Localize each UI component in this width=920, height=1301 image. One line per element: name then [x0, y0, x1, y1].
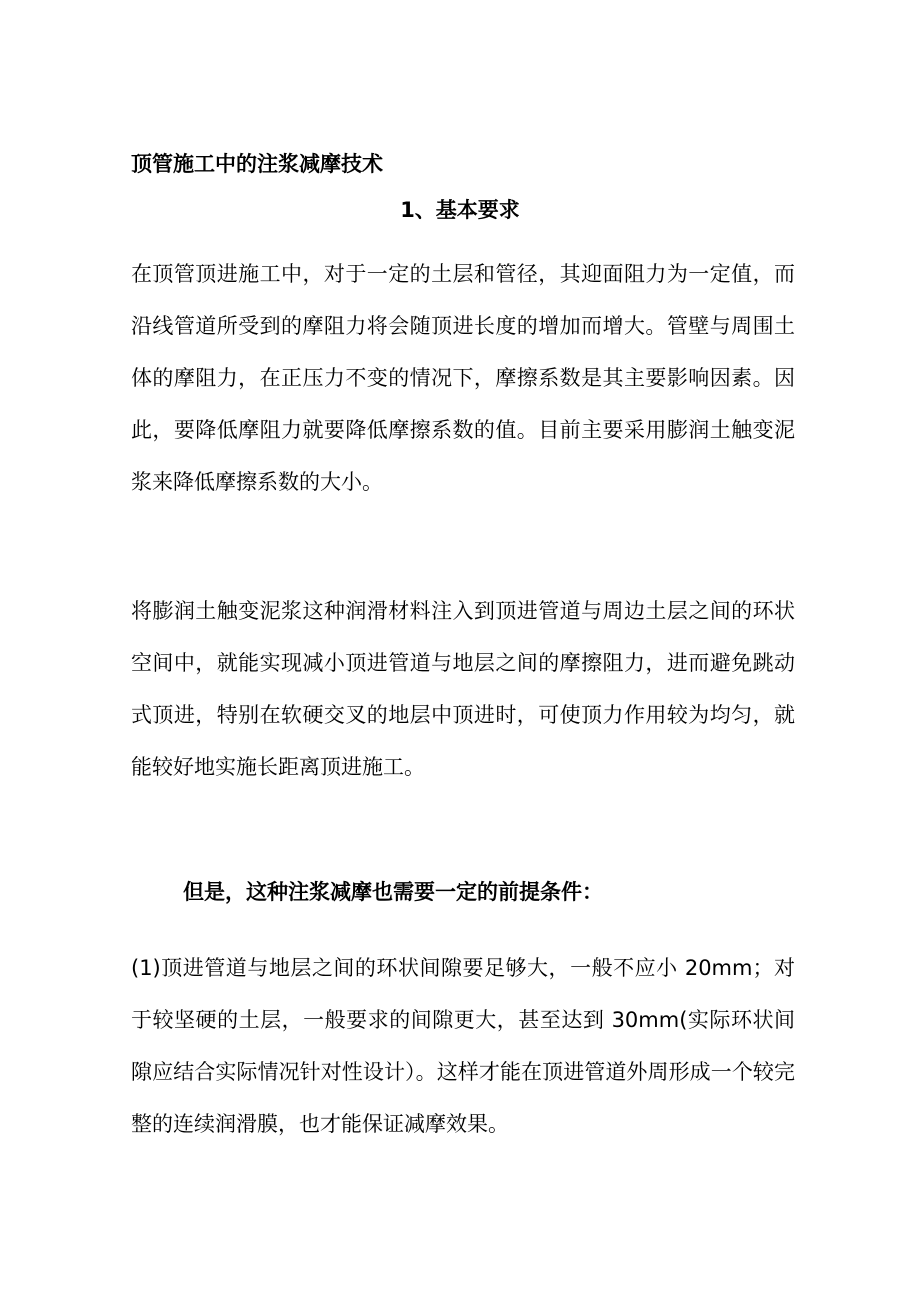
section-heading: 1、基本要求	[400, 198, 520, 222]
document-title: 顶管施工中的注浆减摩技术	[131, 152, 383, 176]
paragraph-2: 将膨润土触变泥浆这种润滑材料注入到顶进管道与周边土层之间的环状空间中，就能实现减小顶进管道与地层之间的摩擦阻力，进而避免跳动式顶进，特别在软硬交叉的地层中顶进时，可使顶力作用较为均匀，就能较好地实施长距离顶进施工。	[131, 599, 795, 779]
paragraph-3: (1)顶进管道与地层之间的环状间隙要足够大，一般不应小 20mm；对于较坚硬的土层，一般要求的间隙更大，甚至达到 30mm(实际环状间隙应结合实际情况针对性设计）。这样才能在顶进管道外周形成一个较完整的连续润滑膜，也才能保证减摩效果。	[131, 956, 795, 1136]
emphasis-line: 但是，这种注浆减摩也需要一定的前提条件：	[183, 880, 603, 904]
paragraph-1: 在顶管顶进施工中，对于一定的土层和管径，其迎面阻力为一定值，而沿线管道所受到的摩阻力将会随顶进长度的增加而增大。管壁与周围土体的摩阻力，在正压力不变的情况下，摩擦系数是其主要影响因素。因此，要降低摩阻力就要降低摩擦系数的值。目前主要采用膨润土触变泥浆来降低摩擦系数的大小。	[131, 262, 795, 494]
